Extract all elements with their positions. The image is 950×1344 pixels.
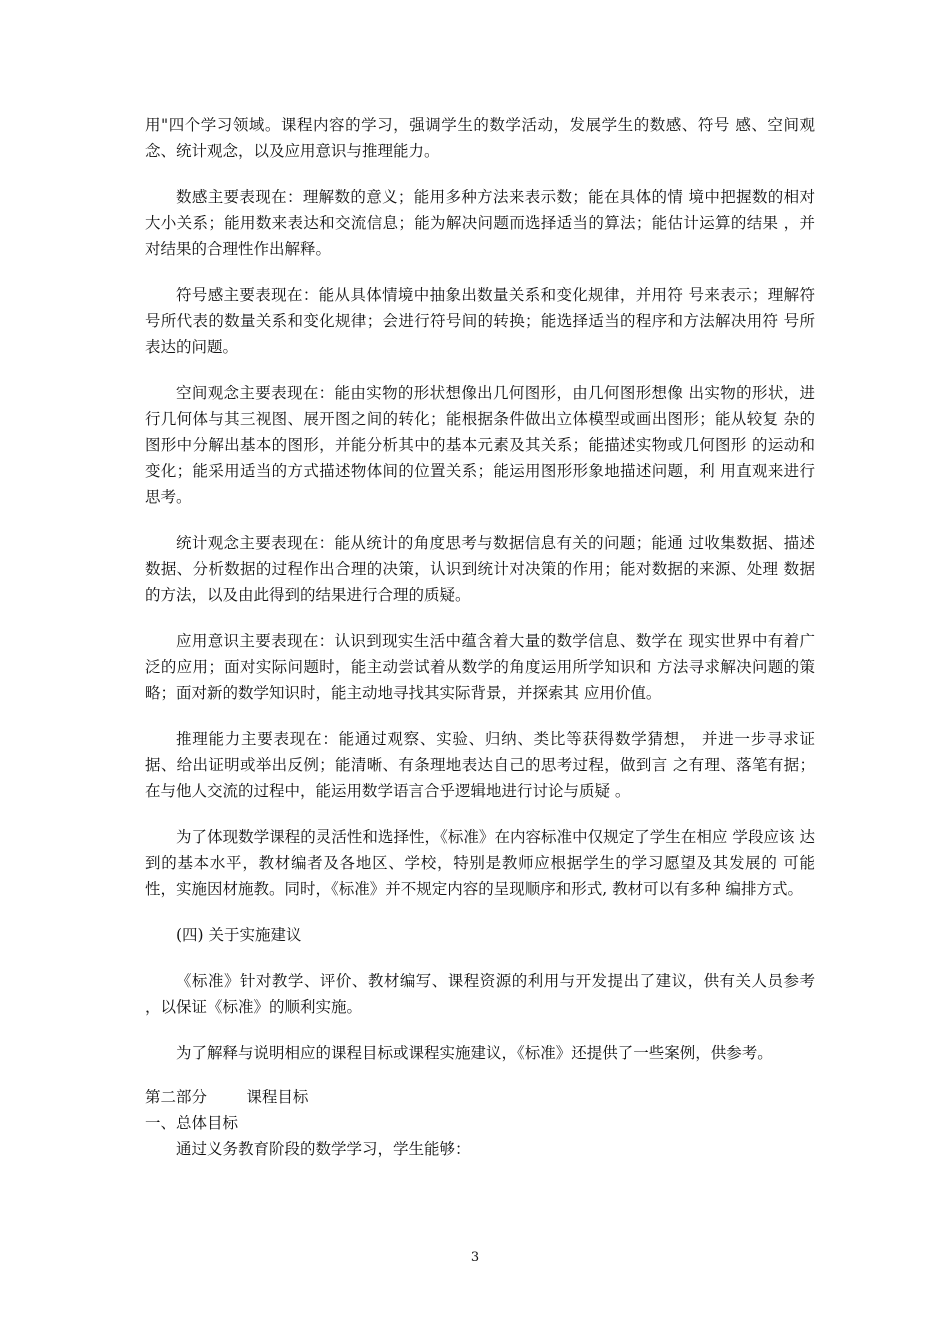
- paragraph-application-awareness: 应用意识主要表现在：认识到现实生活中蕴含着大量的数学信息、数学在 现实世界中有着广泛的应用；面对实际问题时，能主动尝试着从数学的角度运用所学知识和 方法寻求解决问题的策略；面对新的数学知识时，能主动地寻找其实际背景，并探索其 应用价值。: [145, 632, 815, 702]
- paragraph-learning-areas: 用"四个学习领域。课程内容的学习，强调学生的数学活动，发展学生的数感、符号 感、空间观念、统计观念，以及应用意识与推理能力。: [145, 116, 815, 160]
- paragraph-number-sense: 数感主要表现在：理解数的意义；能用多种方法来表示数；能在具体的情 境中把握数的相对 大小关系；能用数来表达和交流信息；能为解决问题而选择适当的算法；能估计运算的结果 ，并对结果的合理性作出解释。: [145, 188, 815, 258]
- page-number: 3: [470, 1250, 480, 1265]
- paragraph-students-can: 通过义务教育阶段的数学学习，学生能够：: [176, 1140, 471, 1158]
- subheading-overall-goals: 一、总体目标: [145, 1114, 239, 1132]
- paragraph-implementation-suggestions: 《标准》针对教学、评价、教材编写、课程资源的利用与开发提出了建议，供有关人员参考 ，以保证《标准》的顺利实施。: [145, 972, 815, 1016]
- paragraph-spatial-concept: 空间观念主要表现在：能由实物的形状想像出几何图形，由几何图形想像 出实物的形状，进 行几何体与其三视图、展开图之间的转化；能根据条件做出立体模型或画出图形；能从较复 杂的图形中分解出基本的图形，并能分析其中的基本元素及其关系；能描述实物或几何图形 的运动和变化；能采用适当的方式描述物体间的位置关系；能运用图形形象地描述问题，利 用直观来进行思考。: [145, 384, 815, 506]
- paragraph-symbol-sense: 符号感主要表现在：能从具体情境中抽象出数量关系和变化规律，并用符 号来表示；理解符 号所代表的数量关系和变化规律；会进行符号间的转换；能选择适当的程序和方法解决用符 号所表达的问题。: [145, 286, 815, 356]
- part-heading-course-goals: 第二部分 课程目标: [145, 1088, 309, 1106]
- document-body: [145, 112, 815, 1162]
- paragraph-case-examples: 为了解释与说明相应的课程目标或课程实施建议，《标准》还提供了一些案例，供参考。: [176, 1044, 773, 1062]
- paragraph-reasoning-ability: 推理能力主要表现在：能通过观察、实验、归纳、类比等获得数学猜想， 并进一步寻求证据、给出证明或举出反例；能清晰、有条理地表达自己的思考过程，做到言 之有理、落笔有据；在与他人交流的过程中，能运用数学语言合乎逻辑地进行讨论与质疑 。: [145, 730, 815, 800]
- paragraph-statistics-concept: 统计观念主要表现在：能从统计的角度思考与数据信息有关的问题；能通 过收集数据、描述 数据、分析数据的过程作出合理的决策，认识到统计对决策的作用；能对数据的来源、处理 数据的方法，以及由此得到的结果进行合理的质疑。: [145, 534, 815, 604]
- section-heading-implementation: (四) 关于实施建议: [176, 926, 302, 944]
- paragraph-flexibility: 为了体现数学课程的灵活性和选择性，《标准》在内容标准中仅规定了学生在相应 学段应该 达到的基本水平，教材编者及各地区、学校，特别是教师应根据学生的学习愿望及其发展的 可能性，实施因材施教。同时，《标准》并不规定内容的呈现顺序和形式, 教材可以有多种 编排方式。: [145, 828, 815, 898]
